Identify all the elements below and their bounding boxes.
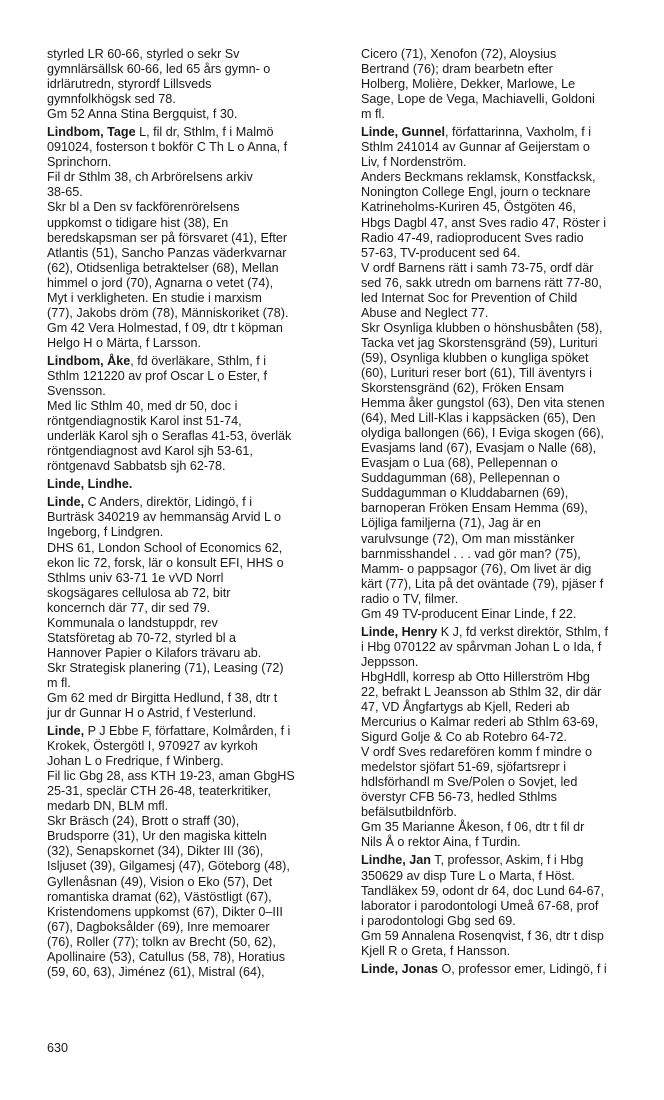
entry-line (47, 769, 337, 784)
entry-name: Linde, Gunnel (361, 125, 445, 140)
entry-text: O, professor emer, Lidingö, f i (437, 961, 607, 976)
entry-line (361, 670, 657, 685)
entry-line (47, 336, 337, 351)
biography-entry (361, 962, 657, 977)
entry-line (361, 411, 657, 426)
entry-text: P J Ebbe F, författare, Kolmården, f i (84, 724, 291, 739)
entry-text: (60), Lurituri reser bort (61), Till äventyrs i (361, 365, 592, 380)
entry-line (47, 510, 337, 525)
entry-text: hdlsförhandl m Sve/Polen o Sovjet, led (361, 775, 578, 790)
entry-text: Gm 52 Anna Stina Bergquist, f 30. (47, 107, 238, 122)
entry-text: Evasjam o Lua (68), Pellepennan o (361, 456, 558, 471)
entry-text: Sprinchorn. (47, 155, 112, 170)
entry-text: Gm 49 TV-producent Einar Linde, f 22. (361, 606, 577, 621)
entry-line (361, 92, 657, 107)
entry-text: Skr bl a Den sv fackförenrörelsens (47, 200, 240, 215)
entry-text: 25-31, speclär CTH 26-48, teaterkritiker, (47, 784, 271, 799)
entry-line (47, 739, 337, 754)
entry-text: Nils Å o rektor Aina, f Turdin. (361, 835, 521, 850)
biography-entry (361, 625, 657, 851)
biography-entry (47, 724, 337, 980)
biography-entry (47, 477, 337, 492)
entry-text: skogsägares cellulosa ab 72, bitr (47, 585, 231, 600)
entry-text: Brudsporre (31), Ur den magiska kitteln (47, 829, 267, 844)
entry-line (47, 814, 337, 829)
entry-line (47, 246, 337, 261)
entry-line (361, 869, 657, 884)
entry-text: medarb DN, BLM mfl. (47, 799, 169, 814)
entry-line (361, 962, 657, 977)
entry-text: Kjell R o Greta, f Hansson. (361, 943, 511, 958)
entry-text: barnoperan Fröken Ensam Hemma (69), (361, 501, 588, 516)
entry-text: Helgo H o Märta, f Larsson. (47, 335, 201, 350)
entry-text: 47, VD Ångfartygs ab Kjell, Rederi ab (361, 700, 570, 715)
entry-line (47, 276, 337, 291)
biography-entry (47, 495, 337, 721)
entry-line (361, 501, 657, 516)
entry-line (47, 170, 337, 185)
entry-line (47, 231, 337, 246)
entry-text: (62), Otidsenliga betraktelser (68), Mellan (47, 260, 279, 275)
entry-line (361, 396, 657, 411)
entry-line (47, 77, 337, 92)
entry-text: Holberg, Molière, Dekker, Marlowe, Le (361, 77, 576, 92)
entry-text: medelstor sjöfart 51-69, sjöfartsrepr i (361, 760, 567, 775)
entry-name: Linde, Henry (361, 624, 438, 639)
entry-text: idrlärutredn, styrordf Lillsveds (47, 77, 212, 92)
entry-text: Tacka vet jag Skorstensgränd (59), Lurituri (361, 335, 598, 350)
entry-text: ekon lic 72, forsk, lär o konsult EFI, HHS o (47, 555, 284, 570)
entry-line (47, 414, 337, 429)
entry-line (47, 646, 337, 661)
entry-name: Lindbom, Tage (47, 125, 136, 140)
entry-text: Skr Strategisk planering (71), Leasing (72) (47, 660, 284, 675)
entry-text: Suddagumman (68), Pellepennan o (361, 471, 560, 486)
entry-text: Skorstensgränd (62), Fröken Ensam (361, 381, 564, 396)
biography-entry (47, 354, 337, 474)
entry-line (361, 107, 657, 122)
entry-line (361, 899, 657, 914)
entry-text: , fd överläkare, Sthlm, f i (130, 353, 267, 368)
entry-line (47, 495, 337, 510)
entry-line (361, 216, 657, 231)
entry-text: Katrineholms-Kuriren 45, Östgöten 46, (361, 200, 576, 215)
entry-line (47, 661, 337, 676)
entry-line (361, 125, 657, 140)
entry-line (361, 140, 657, 155)
entry-line (361, 640, 657, 655)
entry-line (47, 459, 337, 474)
entry-text: 091024, fosterson t bokför C Th L o Anna, f (47, 140, 288, 155)
entry-line (361, 351, 657, 366)
entry-line (47, 62, 337, 77)
entry-line (361, 607, 657, 622)
entry-line (47, 399, 337, 414)
entry-text: Radio 47-49, radioproducent Sves radio (361, 230, 584, 245)
entry-text: Suddagumman o Kluddabarnen (69), (361, 486, 569, 501)
entry-line (361, 914, 657, 929)
entry-line (47, 631, 337, 646)
entry-text: Krokek, Östergötl I, 970927 av kyrkoh (47, 739, 258, 754)
entry-line (47, 859, 337, 874)
entry-line (361, 532, 657, 547)
entry-text: himmel o jord (70), Agnarna o vetet (74), (47, 275, 274, 290)
entry-line (361, 577, 657, 592)
entry-text: Skr Osynliga klubben o hönshusbåten (58), (361, 320, 603, 335)
entry-line (47, 706, 337, 721)
entry-text: Hbgs Dagbl 47, anst Sves radio 47, Röster i (361, 215, 607, 230)
entry-text: Gm 35 Marianne Åkeson, f 06, dtr t fil dr (361, 820, 585, 835)
entry-line (361, 685, 657, 700)
entry-text: T, professor, Askim, f i Hbg (430, 853, 584, 868)
entry-line (47, 306, 337, 321)
entry-text: V ordf Barnens rätt i samh 73-75, ordf där (361, 260, 594, 275)
entry-text: koncernch där 77, dir sed 79. (47, 600, 211, 615)
entry-line (361, 47, 657, 62)
entry-line (47, 920, 337, 935)
entry-line (361, 77, 657, 92)
entry-text: Statsföretag ab 70-72, styrled bl a (47, 630, 237, 645)
entry-line (47, 477, 337, 492)
entry-text: Gm 62 med dr Birgitta Hedlund, f 38, dtr t (47, 690, 278, 705)
biography-entry (361, 853, 657, 958)
entry-text: varulvsunge (72), Om man misstänker (361, 531, 575, 546)
entry-line (47, 935, 337, 950)
entry-line (361, 62, 657, 77)
entry-text: (77), Jakobs dröm (78), Människoriket (78). (47, 305, 289, 320)
entry-text: radio o TV, filmer. (361, 591, 459, 606)
entry-line (47, 384, 337, 399)
entry-text: röntgendiagnost avd Karol sjh 53-61, (47, 444, 253, 459)
entry-line (361, 185, 657, 200)
entry-line (361, 200, 657, 215)
entry-line (361, 655, 657, 670)
entry-text: Fil lic Gbg 28, ass KTH 19-23, aman GbgHS (47, 769, 295, 784)
entry-line (361, 592, 657, 607)
entry-line (47, 369, 337, 384)
entry-text: Sthlm 121220 av prof Oscar L o Ester, f (47, 368, 268, 383)
entry-line (361, 516, 657, 531)
entry-text: DHS 61, London School of Economics 62, (47, 540, 283, 555)
entry-text: (32), Senapskornet (34), Dikter III (36), (47, 844, 264, 859)
entry-line (361, 276, 657, 291)
entry-text: Gyllenåsnan (49), Vision o Eko (57), Det (47, 874, 273, 889)
entry-text: HbgHdll, korresp ab Otto Hillerström Hbg (361, 669, 590, 684)
biography-entry (361, 125, 657, 622)
entry-text: Johan L o Fredrique, f Winberg. (47, 754, 224, 769)
entry-text: romantiska dramat (62), Västöstligt (67), (47, 889, 272, 904)
biography-entry (47, 125, 337, 351)
entry-line (47, 890, 337, 905)
entry-line (47, 216, 337, 231)
entry-text: Sthlm 241014 av Gunnar af Geijerstam o (361, 140, 590, 155)
entry-line (47, 92, 337, 107)
entry-line (47, 844, 337, 859)
biography-entry (361, 47, 657, 122)
entry-line (361, 745, 657, 760)
entry-line (47, 586, 337, 601)
entry-line (47, 829, 337, 844)
entry-text: röntgenavd Sabbatsb sjh 62-78. (47, 459, 226, 474)
entry-text: beredskapsman ser på försvaret (41), Efter (47, 230, 288, 245)
entry-line (361, 170, 657, 185)
entry-text: röntgendiagnostik Karol inst 51-74, (47, 414, 242, 429)
entry-line (361, 246, 657, 261)
entry-text: m fl. (361, 107, 385, 122)
entry-line (47, 200, 337, 215)
entry-line (47, 107, 337, 122)
entry-text: Sigurd Golje & Co ab Rotebro 64-72. (361, 730, 567, 745)
entry-text: Tandläkex 59, odont dr 64, doc Lund 64-67, (361, 883, 604, 898)
entry-line (47, 556, 337, 571)
entry-line (47, 444, 337, 459)
entry-line (361, 730, 657, 745)
entry-line (361, 625, 657, 640)
entry-line (47, 676, 337, 691)
entry-text: Anders Beckmans reklamsk, Konstfacksk, (361, 170, 596, 185)
entry-text: Hemma åker gungstol (63), Den vita stenen (361, 396, 605, 411)
entry-text: barnmisshandel . . . vad gör man? (75), (361, 546, 581, 561)
entry-line (47, 616, 337, 631)
page-number: 630 (47, 1041, 69, 1055)
entry-text: m fl. (47, 675, 71, 690)
entry-line (47, 601, 337, 616)
entry-text: Myt i verkligheten. En studie i marxism (47, 290, 262, 305)
entry-text: sed 76, sakk utredn om barnens rätt 77-80, (361, 275, 602, 290)
biography-entry (47, 47, 337, 122)
entry-line (361, 929, 657, 944)
entry-line (361, 547, 657, 562)
entry-text: 350629 av disp Ture L o Marta, f Höst. (361, 868, 575, 883)
entry-line (361, 884, 657, 899)
entry-line (47, 525, 337, 540)
entry-line (361, 700, 657, 715)
entry-line (47, 799, 337, 814)
entry-line (47, 965, 337, 980)
entry-text: i parodontologi Gbg sed 69. (361, 913, 516, 928)
entry-text: , författarinna, Vaxholm, f i (444, 125, 592, 140)
entry-text: Sthlms univ 63-71 1e vVD Norrl (47, 570, 224, 585)
left-column (47, 47, 337, 983)
entry-text: (76), Roller (77); tolkn av Brecht (50, 62), (47, 934, 276, 949)
entry-line (47, 429, 337, 444)
entry-text: (59, 60, 63), Jiménez (61), Mistral (64), (47, 964, 265, 979)
entry-text: Sage, Lope de Vega, Machiavelli, Goldoni (361, 92, 595, 107)
entry-name: Linde, Jonas (361, 961, 438, 976)
entry-text: Atlantis (51), Sancho Panzas väderkvarnar (47, 245, 287, 260)
entry-text: C Anders, direktör, Lidingö, f i (84, 495, 253, 510)
entry-line (47, 905, 337, 920)
entry-text: styrled LR 60-66, styrled o sekr Sv (47, 47, 240, 61)
entry-line (361, 231, 657, 246)
entry-name: Linde, (47, 724, 85, 739)
entry-line (361, 306, 657, 321)
entry-text: 22, befrakt L Jeansson ab Sthlm 32, dir där (361, 684, 602, 699)
entry-line (47, 47, 337, 62)
entry-text: (59), Osynliga klubben o kungliga spöket (361, 350, 589, 365)
entry-line (361, 944, 657, 959)
entry-text: Gm 59 Annalena Rosenqvist, f 36, dtr t disp (361, 928, 604, 943)
entry-text: kärt (77), Lita på det oväntade (79), pjäser f (361, 576, 604, 591)
entry-text: Abuse and Neglect 77. (361, 305, 489, 320)
entry-line (361, 775, 657, 790)
entry-text: olydiga ballongen (66), I Eviga skogen (66), (361, 426, 604, 441)
entry-text: V ordf Sves redarefören komm f mindre o (361, 745, 592, 760)
entry-text: befälsutbildnförb. (361, 805, 457, 820)
entry-text: laborator i parodontologi Umeå 67-68, prof (361, 898, 599, 913)
entry-line (361, 366, 657, 381)
entry-text: Burträsk 340219 av hemmansäg Arvid L o (47, 510, 282, 525)
entry-text: (67), Dagboksålder (69), Inre memoarer (47, 919, 270, 934)
entry-line (361, 441, 657, 456)
right-column (361, 47, 657, 980)
entry-line (47, 140, 337, 155)
entry-name: Linde, Lindhe. (47, 477, 133, 492)
entry-text: Liv, f Nordenström. (361, 155, 467, 170)
entry-text: Löjliga familjerna (71), Jag är en (361, 516, 541, 531)
entry-text: Isljuset (39), Gilgamesj (47), Göteborg (48), (47, 859, 290, 874)
entry-line (361, 426, 657, 441)
entry-text: Cicero (71), Xenofon (72), Aloysius (361, 47, 557, 61)
entry-text: Apollinaire (53), Catullus (58, 78), Horatius (47, 949, 285, 964)
entry-line (47, 291, 337, 306)
entry-line (47, 261, 337, 276)
entry-line (361, 291, 657, 306)
entry-text: Hannover Papier o Kilafors trävaru ab. (47, 645, 262, 660)
entry-line (47, 571, 337, 586)
entry-line (361, 715, 657, 730)
entry-text: Fil dr Sthlm 38, ch Arbrörelsens arkiv (47, 170, 253, 185)
entry-text: 57-63, TV-producent sed 64. (361, 245, 521, 260)
entry-text: uppkomst o tidigare hist (38), En (47, 215, 229, 230)
entry-text: Nonington College Engl, journ o tecknare (361, 185, 591, 200)
entry-line (47, 950, 337, 965)
entry-line (361, 790, 657, 805)
entry-text: (64), Med Lill-Klas i kappsäcken (65), Den (361, 411, 596, 426)
entry-line (361, 381, 657, 396)
entry-text: Svensson. (47, 384, 106, 399)
entry-text: i Hbg 070122 av spårvman Johan L o Ida, f (361, 639, 602, 654)
entry-line (361, 486, 657, 501)
entry-text: Mamm- o pappsagor (76), Om livet är dig (361, 561, 592, 576)
entry-line (47, 875, 337, 890)
entry-name: Linde, (47, 495, 85, 510)
entry-line (47, 321, 337, 336)
entry-line (47, 155, 337, 170)
entry-text: gymnfolkhögsk sed 78. (47, 92, 176, 107)
entry-text: Evasjams land (67), Evasjam o Nalle (68), (361, 441, 597, 456)
entry-line (47, 354, 337, 369)
entry-line (361, 805, 657, 820)
entry-line (361, 853, 657, 868)
entry-text: 38-65. (47, 185, 83, 200)
entry-text: Gm 42 Vera Holmestad, f 09, dtr t köpman (47, 320, 283, 335)
entry-line (47, 724, 337, 739)
entry-line (361, 471, 657, 486)
entry-name: Lindhe, Jan (361, 853, 431, 868)
entry-text: Med lic Sthlm 40, med dr 50, doc i (47, 399, 238, 414)
entry-line (361, 321, 657, 336)
entry-line (47, 541, 337, 556)
entry-line (361, 820, 657, 835)
entry-line (47, 691, 337, 706)
entry-text: överstyr CFB 56-73, hedled Sthlms (361, 790, 557, 805)
entry-text: led Internat Soc for Prevention of Child (361, 290, 578, 305)
entry-line (47, 784, 337, 799)
entry-text: Bertrand (76); dram bearbetn efter (361, 62, 553, 77)
entry-line (361, 336, 657, 351)
entry-text: Kristendomens uppkomst (67), Dikter 0–III (47, 904, 283, 919)
entry-text: Ingeborg, f Lindgren. (47, 525, 164, 540)
entry-line (361, 562, 657, 577)
entry-name: Lindbom, Åke (47, 353, 131, 368)
entry-text: gymnlärsällsk 60-66, led 65 års gymn- o (47, 62, 271, 77)
entry-text: L, fil dr, Sthlm, f i Malmö (135, 125, 274, 140)
entry-line (361, 760, 657, 775)
entry-line (47, 185, 337, 200)
entry-text: Mercurius o Kalmar rederi ab Sthlm 63-69, (361, 715, 599, 730)
entry-text: Jeppsson. (361, 654, 419, 669)
entry-text: Kommunala o landstuppdr, rev (47, 615, 218, 630)
entry-line (361, 456, 657, 471)
entry-line (361, 155, 657, 170)
entry-text: Skr Bräsch (24), Brott o straff (30), (47, 814, 240, 829)
entry-text: jur dr Gunnar H o Astrid, f Vesterlund. (47, 706, 257, 721)
entry-line (361, 835, 657, 850)
entry-text: K J, fd verkst direktör, Sthlm, f (437, 624, 609, 639)
entry-line (47, 125, 337, 140)
entry-line (47, 754, 337, 769)
entry-line (361, 261, 657, 276)
entry-text: underläk Karol sjh o Seraflas 41-53, överläk (47, 429, 292, 444)
